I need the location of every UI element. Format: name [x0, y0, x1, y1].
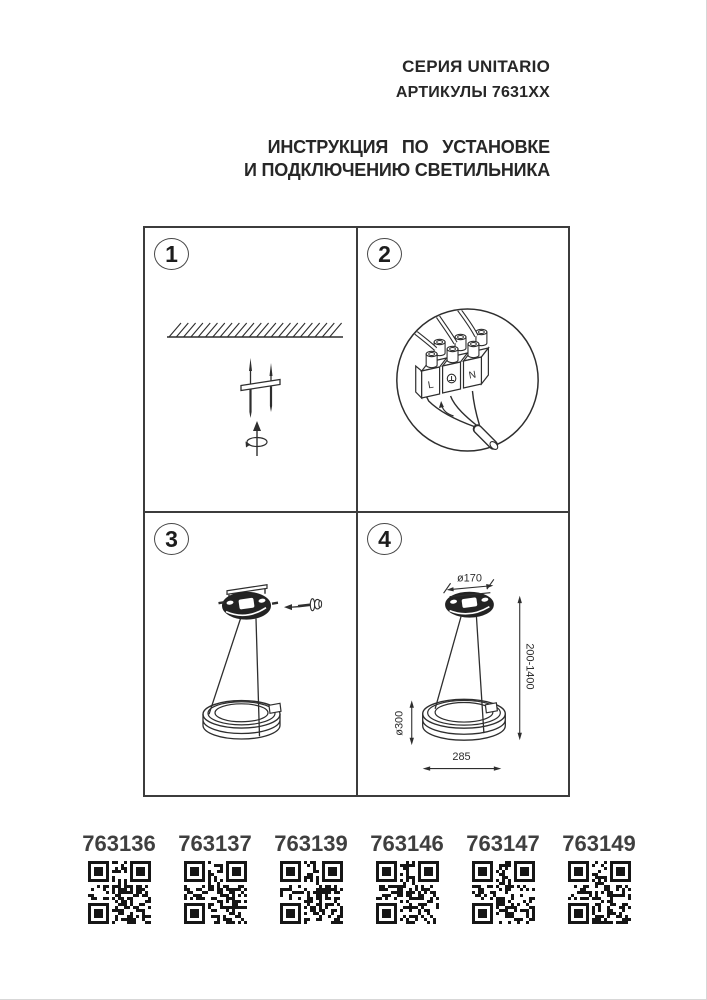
step-number-badge: 3: [154, 523, 189, 555]
pendant-canopy: [219, 592, 279, 619]
terminal-label-live: L: [427, 379, 435, 392]
terminal-label-neutral: N: [468, 369, 478, 382]
instruction-steps-grid: [143, 226, 570, 797]
mounting-bracket: [241, 358, 280, 418]
page-title: [244, 136, 550, 182]
article-codes-row: [72, 831, 646, 924]
height-range-value: 200-1400: [523, 643, 536, 690]
ring-connector-box: [485, 703, 497, 713]
articles-label: АРТИКУЛЫ 7631XX: [395, 84, 550, 101]
ring-diameter-value: ø300: [393, 710, 406, 736]
fixing-screw: [284, 599, 322, 611]
step-3-illustration: [145, 513, 356, 795]
article-item: [72, 831, 166, 924]
step-3-panel: [145, 513, 358, 795]
series-label: СЕРИЯ UNITARIO: [402, 57, 550, 76]
dimension-canopy-diameter: [444, 573, 494, 593]
article-code: 763146: [370, 831, 444, 856]
dimension-width: [423, 751, 502, 771]
qr-code: [376, 861, 439, 924]
step-2-panel: [358, 228, 568, 513]
pendant-canopy: [446, 592, 494, 617]
article-item: [264, 831, 358, 924]
page-title-line1: ИНСТРУКЦИЯ ПО УСТАНОВКЕ: [267, 137, 550, 157]
step-number-badge: 2: [367, 238, 402, 270]
step-4-panel: [358, 513, 568, 795]
article-code: 763137: [178, 831, 252, 856]
qr-code: [88, 861, 151, 924]
lamp-cable: [427, 391, 500, 451]
step-1-illustration: [145, 228, 356, 511]
qr-code: [184, 861, 247, 924]
width-value: 285: [452, 751, 471, 764]
article-item: [360, 831, 454, 924]
step-1-panel: [145, 228, 358, 513]
step-number-badge: 4: [367, 523, 402, 555]
article-item: [456, 831, 550, 924]
ring-connector-box: [269, 703, 281, 713]
step-number-badge: 1: [154, 238, 189, 270]
qr-code: [280, 861, 343, 924]
ring-lamp: [423, 699, 506, 740]
dimension-height-range: [518, 596, 536, 740]
step-4-illustration: [358, 513, 568, 795]
article-code: 763147: [466, 831, 540, 856]
article-item: [168, 831, 262, 924]
step-2-illustration: [358, 228, 568, 511]
rotate-up-arrow-icon: [246, 421, 268, 456]
ring-lamp: [203, 701, 281, 739]
qr-code: [472, 861, 535, 924]
dimension-ring-diameter: [393, 700, 414, 745]
ceiling-hatch: [167, 323, 343, 337]
article-code: 763139: [274, 831, 348, 856]
canopy-diameter-value: ø170: [457, 572, 482, 585]
qr-code: [568, 861, 631, 924]
article-item: [552, 831, 646, 924]
document-header: [396, 57, 550, 102]
article-code: 763136: [82, 831, 156, 856]
article-code: 763149: [562, 831, 636, 856]
page-title-line2: И ПОДКЛЮЧЕНИЮ СВЕТИЛЬНИКА: [244, 160, 550, 180]
